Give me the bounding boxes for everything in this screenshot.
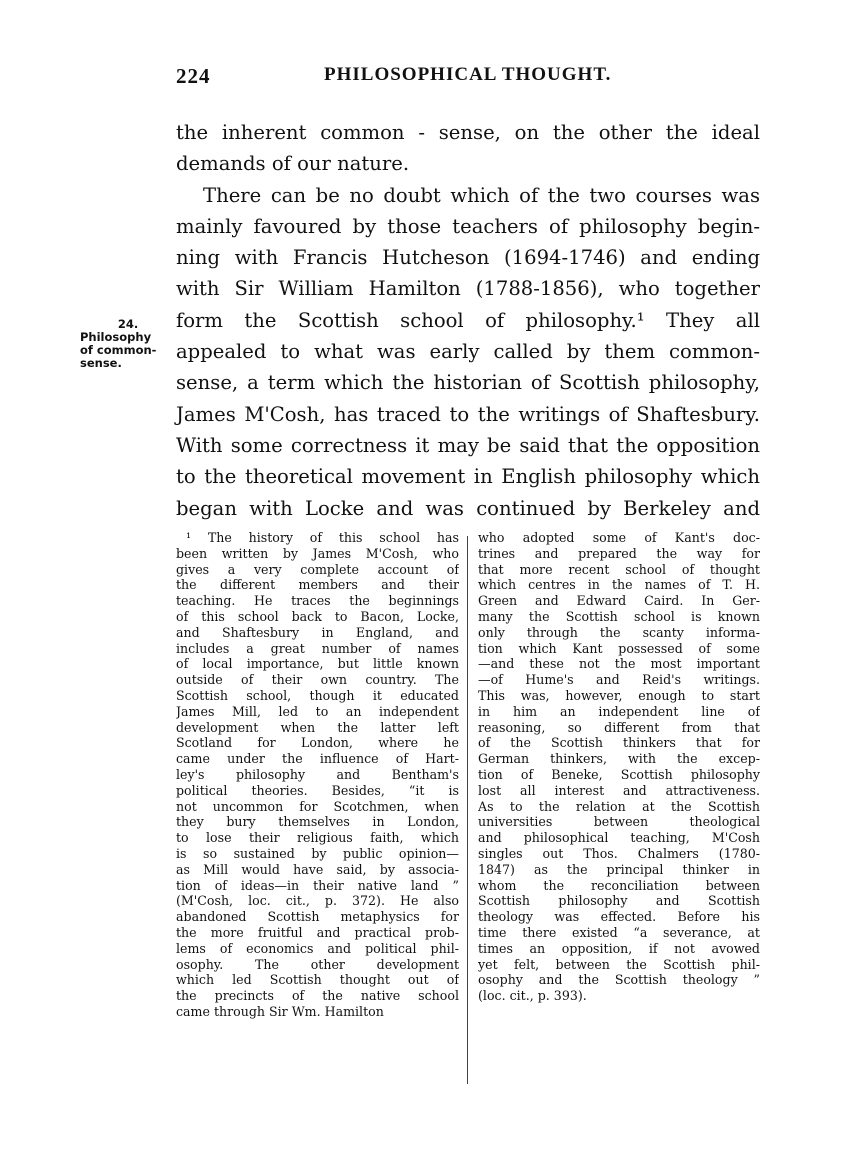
footnote-line: which centres in the names of T. H. [478,577,760,593]
footnote-line: only through the scanty informa- [478,624,760,640]
column-divider [467,536,468,1084]
body-line: appealed to what was early called by them common- [176,340,760,364]
body-line: with Sir William Hamilton (1788-1856), who together [176,277,760,301]
footnote-area [176,530,760,1090]
body-line: James M'Cosh, has traced to the writings of Shaftesbury. [176,402,760,426]
footnote-line: and Shaftesbury in England, and [176,624,459,640]
footnote-line: as Mill would have said, by associa- [176,861,459,877]
footnote-line: the different members and their [176,577,459,593]
footnote-line: James Mill, led to an independent [176,703,459,719]
body-line: mainly favoured by those teachers of philosophy begin- [176,214,760,238]
body-line: With some correctness it may be said that the opposition [176,433,760,457]
footnote-column-right [478,530,760,1004]
footnote-line: many the Scottish school is known [478,608,760,624]
footnote-line: tion of Beneke, Scottish philosophy [478,766,760,782]
margin-note [80,318,160,370]
footnote-line: —of Hume's and Reid's writings. [478,672,760,688]
footnote-line: of this school back to Bacon, Locke, [176,608,459,624]
body-line: ning with Francis Hutcheson (1694-1746) and ending [176,246,760,270]
footnote-line: been written by James M'Cosh, who [176,545,459,561]
page-number: 224 [176,64,211,88]
footnote-line: universities between theological [478,814,760,830]
footnote-line: teaching. He traces the beginnings [176,593,459,609]
footnote-line: Scottish philosophy and Scottish [478,893,760,909]
footnote-line: to lose their religious faith, which [176,830,459,846]
footnote-line: ¹ The history of this school has [186,530,459,545]
footnote-line: (loc. cit., p. 393). [478,988,587,1004]
running-title: PHILOSOPHICAL THOUGHT. [324,64,612,85]
footnote-line: reasoning, so different from that [478,719,760,735]
footnote-line: (M'Cosh, loc. cit., p. 372). He also [176,893,459,909]
footnote-line: of the Scottish thinkers that for [478,735,760,751]
footnote-line: abandoned Scottish metaphysics for [176,909,459,925]
margin-note-line: of common- [80,343,157,357]
footnote-line: the more fruitful and practical prob- [176,924,459,940]
footnote-line: yet felt, between the Scottish phil- [478,956,760,972]
footnote-line: theology was effected. Before his [478,909,760,925]
footnote-line: came through Sir Wm. Hamilton [176,1003,384,1019]
body-line: demands of our nature. [176,152,410,176]
footnote-line: time there existed “a severance, at [478,924,760,940]
footnote-line: Scotland for London, where he [176,735,459,751]
footnote-line: German thinkers, with the excep- [478,751,760,767]
footnote-line: Scottish school, though it educated [176,687,459,703]
footnote-line: lems of economics and political phil- [176,940,459,956]
body-line: There can be no doubt which of the two courses was [203,183,760,207]
footnote-line: osophy. The other development [176,956,459,972]
footnote-line: lost all interest and attractiveness. [478,782,760,798]
footnote-line: gives a very complete account of [176,561,459,577]
footnote-line: came under the influence of Hart- [176,751,459,767]
footnote-line: who adopted some of Kant's doc- [478,530,760,545]
body-line: form the Scottish school of philosophy.¹ They all [176,308,760,332]
footnote-line: which led Scottish thought out of [176,972,459,988]
footnote-line: development when the latter left [176,719,459,735]
margin-note-line: Philosophy [80,330,152,344]
footnote-line: Green and Edward Caird. In Ger- [478,593,760,609]
page-header [176,64,760,94]
body-line: to the theoretical movement in English philosophy which [176,465,760,489]
footnote-line: that more recent school of thought [478,561,760,577]
footnote-line: in him an independent line of [478,703,760,719]
footnote-line: of local importance, but little known [176,656,459,672]
footnote-line: and philosophical teaching, M'Cosh [478,830,760,846]
footnote-line: This was, however, enough to start [478,687,760,703]
footnote-line: political theories. Besides, “it is [176,782,459,798]
footnote-line: the precincts of the native school [176,988,459,1004]
body-text [176,117,760,524]
body-line: the inherent common - sense, on the other the ideal [176,121,760,144]
footnote-line: is so sustained by public opinion— [176,845,459,861]
footnote-line: not uncommon for Scotchmen, when [176,798,459,814]
footnote-line: tion of ideas—in their native land ” [176,877,459,893]
footnote-line: tion which Kant possessed of some [478,640,760,656]
footnote-line: outside of their own country. The [176,672,459,688]
footnote-line: whom the reconciliation between [478,877,760,893]
footnote-line: trines and prepared the way for [478,545,760,561]
footnote-line: —and these not the most important [478,656,760,672]
margin-note-number: 24. [117,317,139,331]
body-line: sense, a term which the historian of Scottish philosophy, [176,371,760,395]
body-line: began with Locke and was continued by Berkeley and [176,496,760,520]
footnote-column-left [176,530,459,1020]
footnote-line: As to the relation at the Scottish [478,798,760,814]
footnote-line: ley's philosophy and Bentham's [176,766,459,782]
footnote-line: times an opposition, if not avowed [478,940,760,956]
footnote-line: singles out Thos. Chalmers (1780- [478,845,760,861]
footnote-line: osophy and the Scottish theology ” [478,972,760,988]
margin-note-line: sense. [80,356,122,370]
footnote-line: includes a great number of names [176,640,459,656]
footnote-line: 1847) as the principal thinker in [478,861,760,877]
footnote-line: they bury themselves in London, [176,814,459,830]
